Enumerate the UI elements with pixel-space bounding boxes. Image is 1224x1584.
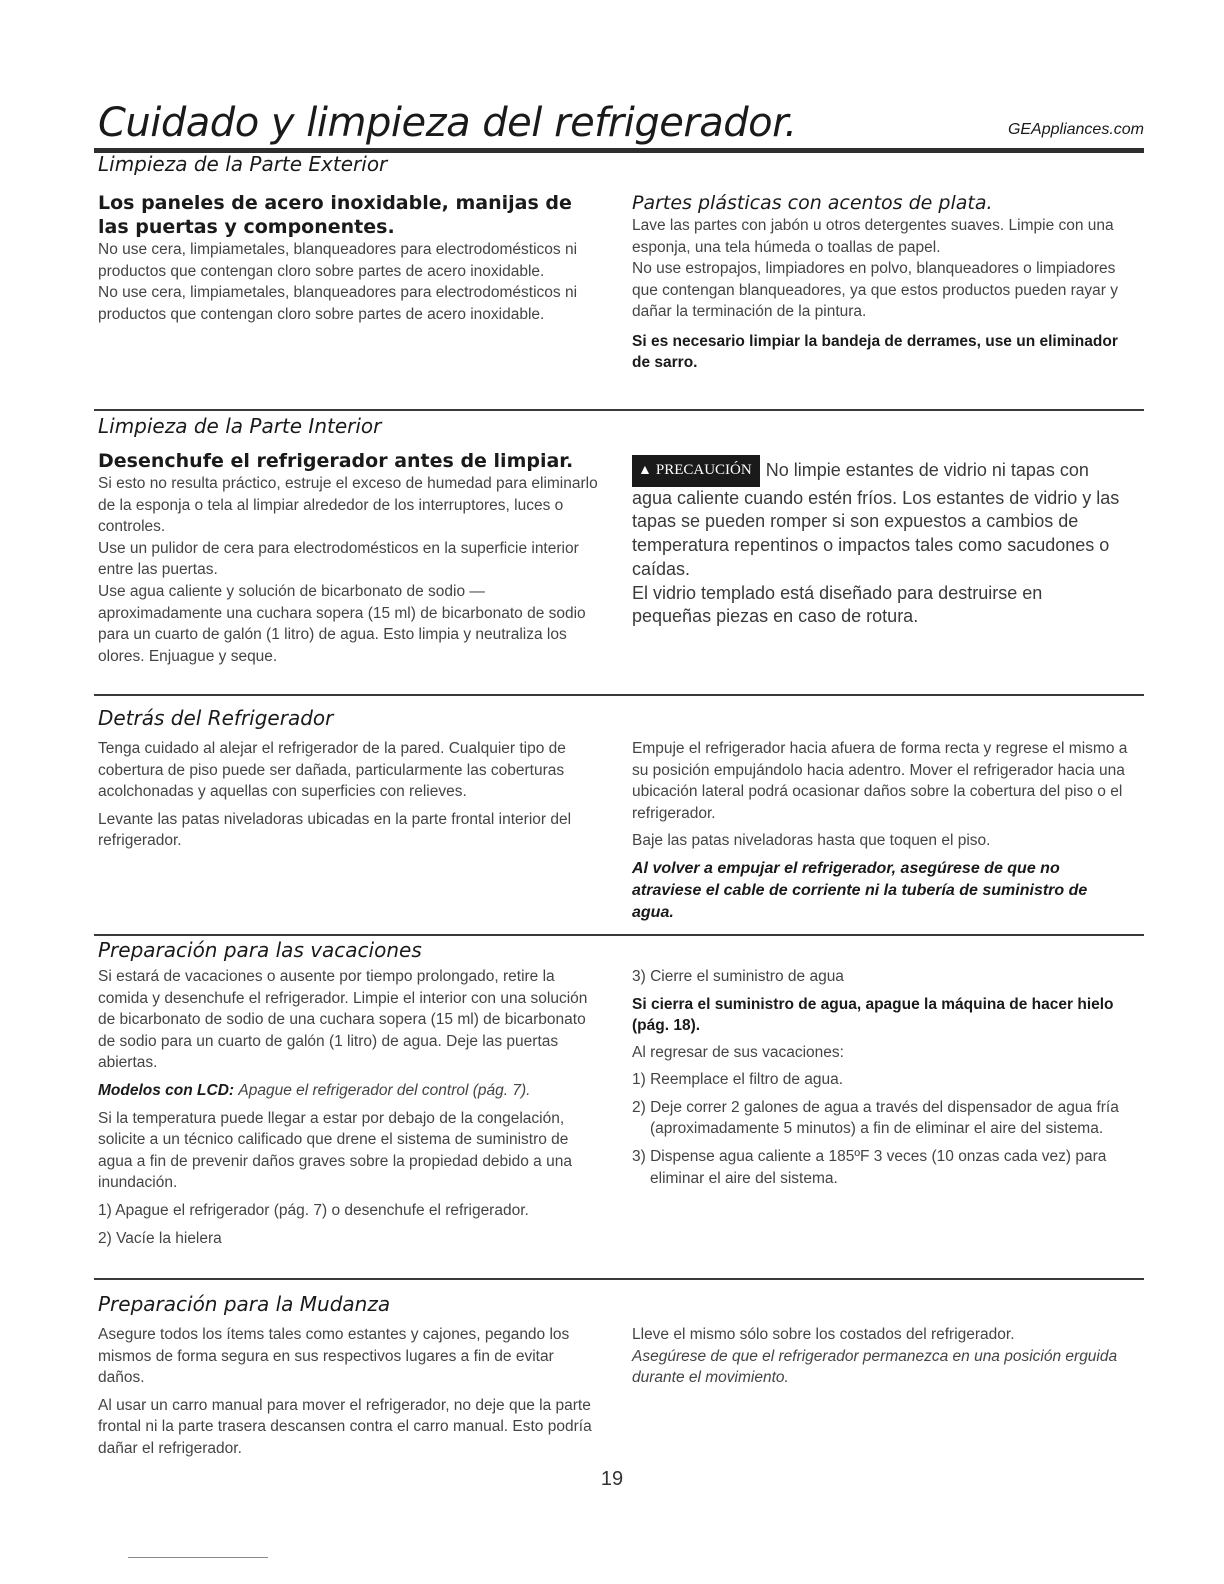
vacation-step-2: 2) Vacíe la hielera (98, 1229, 222, 1247)
section-title-behind: Detrás del Refrigerador (98, 706, 334, 730)
plastic-heading: Partes plásticas con acentos de plata. (632, 192, 993, 214)
moving-paragraph-1: Asegure todos los ítems tales como estantes y cajones, pegando los mismos de forma segura en sus respectivos lugares a fin de evitar daños. (98, 1326, 570, 1387)
interior-paragraph-3 (98, 581, 598, 667)
page-title: Cuidado y limpieza del refrigerador. (98, 100, 797, 146)
stainless-paragraph-1: No use cera, limpiametales, blanqueadores para electrodomésticos ni productos que contengan cloro sobre partes de acero inoxidable. (98, 241, 578, 280)
moving-left-column (98, 1324, 598, 1460)
section-title-vacation: Preparación para las vacaciones (98, 938, 422, 962)
page-number: 19 (600, 1468, 624, 1490)
caution-text: No limpie estantes de vidrio ni tapas con agua caliente cuando estén fríos. Los estantes de vidrio y las tapas se pueden romper si son expuestos a cambios de temperatura repentinos o impactos tales como sacudones o caídas. (632, 460, 1120, 579)
exterior-right-column (632, 191, 1132, 373)
divider-3 (94, 934, 1144, 936)
stainless-heading: Los paneles de acero inoxidable, manijas de las puertas y componentes. (98, 192, 572, 238)
moving-paragraph-2: Al usar un carro manual para mover el refrigerador, no deje que la parte frontal ni la parte trasera descansen contra el carro manual. Esto podría dañar el refrigerador. (98, 1396, 592, 1457)
vacation-paragraph-1: Si estará de vacaciones o ausente por tiempo prolongado, retire la comida y desenchufe el refrigerador. Limpie el interior con una solución de bicarbonato de sodio de una cuchara sopera (15 ml) de bicarbonato de sodio para un cuarto de galón (1 litro) de agua. Deje las puertas abiertas. (98, 968, 588, 1072)
interior-paragraph-1: Si esto no resulta práctico, estruje el exceso de humedad para eliminarlo de la esponja o tela al limpiar alrededor de los interruptores, luces o controles. (98, 475, 598, 536)
vacation-step-3: 3) Cierre el suministro de agua (632, 968, 844, 985)
caution-label: PRECAUCIÓN (655, 462, 752, 478)
behind-paragraph-2: Levante las patas niveladoras ubicadas en la parte frontal interior del refrigerador. (98, 810, 572, 850)
footer-line (128, 1557, 268, 1558)
divider-4 (94, 1278, 1144, 1280)
warning-triangle-icon: ▲ (638, 463, 652, 478)
divider-1 (94, 409, 1144, 411)
site-url: GEAppliances.com (1007, 121, 1144, 138)
vacation-paragraph-2: Si la temperatura puede llegar a estar por debajo de la congelación, solicite a un técnico calificado que drene el sistema de suministro de agua a fin de prevenir daños graves sobre la propiedad debido a una inundación. (98, 1109, 572, 1192)
section-title-moving: Preparación para la Mudanza (98, 1292, 391, 1316)
return-label: Al regresar de sus vacaciones: (632, 1043, 844, 1061)
caution-block (632, 455, 1122, 629)
caution-badge (632, 455, 760, 487)
baking-soda-text: aproximadamente una cuchara sopera (15 ml) de bicarbonato de sodio para un cuarto de galón (1 litro) de agua. Esto limpia y neutraliza los olores. Enjuague y seque. (98, 604, 586, 665)
plastic-paragraph-2: No use estropajos, limpiadores en polvo, blanqueadores o limpiadores que contengan blanqueadores, ya que estos productos pueden rayar y dañar la terminación de la pintura. (632, 260, 1119, 321)
caution-paragraph-2: El vidrio templado está diseñado para destruirse en pequeñas piezas en caso de rotura. (632, 582, 1043, 627)
moving-right-column (632, 1324, 1132, 1389)
return-step-3: 3) Dispense agua caliente a 185ºF 3 veces (10 onzas cada vez) para eliminar el aire del sistema. (632, 1147, 1107, 1187)
section-title-exterior: Limpieza de la Parte Exterior (98, 152, 388, 176)
interior-left-column (98, 449, 598, 667)
interior-paragraph-2: Use un pulidor de cera para electrodomésticos en la superficie interior entre las puertas. (98, 539, 579, 579)
behind-paragraph-4: Baje las patas niveladoras hasta que toquen el piso. (632, 832, 991, 850)
return-step-2: 2) Deje correr 2 galones de agua a través del dispensador de agua fría (aproximadamente 5 minutos) a fin de eliminar el aire del sistema. (632, 1098, 1119, 1138)
lcd-models-text: Apague el refrigerador del control (pág. 7). (238, 1081, 531, 1099)
return-step-1: 1) Reemplace el filtro de agua. (632, 1071, 844, 1089)
divider-2 (94, 694, 1144, 696)
upright-note: Asegúrese de que el refrigerador permanezca en una posición erguida durante el movimiento. (632, 1347, 1118, 1387)
icemaker-note: Si cierra el suministro de agua, apague la máquina de hacer hielo (pág. 18). (632, 995, 1114, 1034)
exterior-left-column (98, 191, 598, 325)
lcd-models-note (98, 1080, 598, 1102)
power-cord-warning: Al volver a empujar el refrigerador, asegúrese de que no atraviese el cable de corriente ni la tubería de suministro de agua. (632, 859, 1088, 921)
moving-paragraph-3: Lleve el mismo sólo sobre los costados del refrigerador. (632, 1326, 1015, 1343)
plastic-paragraph-1: Lave las partes con jabón u otros detergentes suaves. Limpie con una esponja, una tela húmeda o toallas de papel. (632, 217, 1114, 256)
behind-paragraph-1: Tenga cuidado al alejar el refrigerador de la pared. Cualquier tipo de cobertura de piso puede ser dañada, particularmente las coberturas acolchonadas y aquellas con superficies con relieves. (98, 740, 566, 801)
stainless-paragraph-2: No use cera, limpiametales, blanqueadores para electrodomésticos ni productos que contengan cloro sobre partes de acero inoxidable. (98, 284, 578, 323)
lcd-models-label: Modelos con LCD: (98, 1081, 235, 1099)
behind-right-column (632, 738, 1132, 924)
vacation-step-1: 1) Apague el refrigerador (pág. 7) o desenchufe el refrigerador. (98, 1201, 529, 1219)
behind-left-column (98, 738, 598, 852)
unplug-heading: Desenchufe el refrigerador antes de limpiar. (98, 450, 574, 472)
baking-soda-lead: Use agua caliente y solución de bicarbonato de sodio — (98, 582, 485, 600)
behind-paragraph-3: Empuje el refrigerador hacia afuera de forma recta y regrese el mismo a su posición empujándolo hacia adentro. Mover el refrigerador hacia una ubicación lateral podrá ocasionar daños sobre la cobertura del piso o el refrigerador. (632, 740, 1128, 822)
section-title-interior: Limpieza de la Parte Interior (98, 414, 382, 438)
caution-paragraph-1 (632, 455, 1122, 582)
drip-tray-note: Si es necesario limpiar la bandeja de derrames, use un eliminador de sarro. (632, 332, 1118, 371)
vacation-left-column (98, 966, 598, 1249)
vacation-right-column (632, 966, 1132, 1189)
